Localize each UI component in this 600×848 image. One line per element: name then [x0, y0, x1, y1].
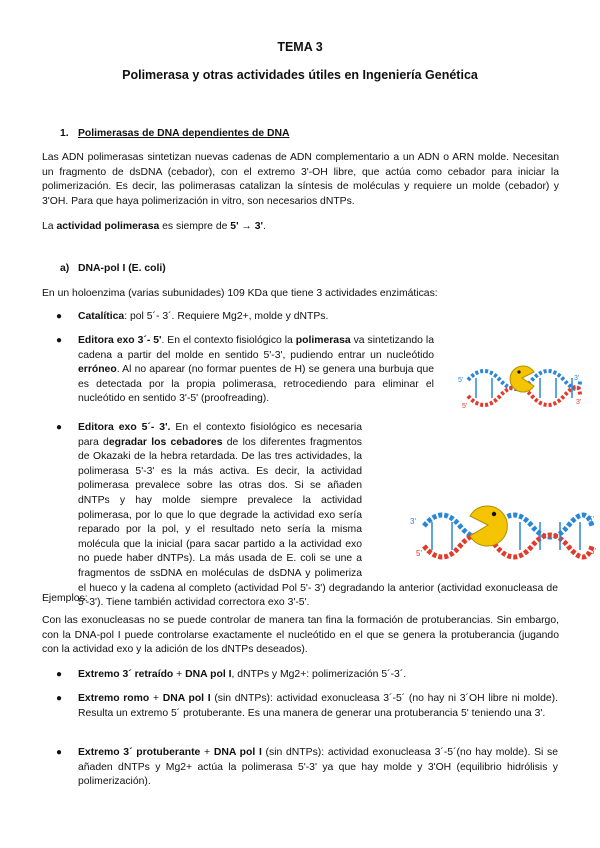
dna-exo-5-3-figure [408, 500, 600, 572]
example-extremo-romo: ● Extremo romo + DNA pol I (sin dNTPs): actividad exonucleasa 3´-5´ (no hay ni 3´OH libre ni molde). Resulta un extremo 5´ protuberante. Es una manera de generar una protuberancia 5' teniendo una 3'. [56, 693, 559, 719]
section-1-heading: Polimerasas de DNA dependientes de DNA [78, 128, 290, 139]
bullet-dot-icon: ● [56, 311, 63, 322]
subsection-a-heading: DNA-pol I (E. coli) [78, 263, 166, 274]
bullet-catalitica: ● Catalítica: pol 5´- 3´. Requiere Mg2+, molde y dNTPs. [78, 310, 558, 325]
dna-proofreading-figure [456, 360, 584, 418]
bullet-dot-icon: ● [56, 747, 63, 758]
fig1-label: 3' [576, 399, 582, 406]
activity-line: La actividad polimerasa es siempre de 5' → 3'. [42, 221, 266, 232]
exonuclease-paragraph: Con las exonucleasas no se puede controlar de manera tan fina la formación de protuberancias. Sin embargo, con la DNA-pol I puede controlarse exactamente el nucleótido en el que se genera la protuberancia (jugando con la actividad exo y la adición de los dNTPs deseados). [42, 615, 559, 656]
dna-helix-icon [424, 515, 592, 557]
bullet-dot-icon: ● [56, 693, 63, 704]
examples-label: Ejemplos: [42, 593, 88, 604]
intro-paragraph: Las ADN polimerasas sintetizan nuevas cadenas de ADN complementario a un ADN o ARN molde. Necesitan un fragmento de dsDNA (cebador), con el extremo 3'-OH libre, que actúa como cebador para iniciar la polimerización. Es decir, las polimerasas catalizan la síntesis de moléculas y requiere un molde (cebador) y 3'OH. Para que haya polimerización in vitro, son necesarios dNTPs. [42, 152, 559, 207]
fig1-label: 5' [458, 377, 464, 384]
bullet-dot-icon: ● [56, 335, 63, 346]
fig1-label: 3' [574, 375, 580, 382]
fig2-label: 3' [590, 547, 596, 556]
polymerase-pacman-icon [470, 506, 507, 546]
fig2-label: 5' [588, 515, 594, 524]
fig1-label: 5' [462, 403, 468, 410]
example-extremo-3-protuberante: ● Extremo 3´ protuberante + DNA pol I (sin dNTPs): actividad exonucleasa 3´-5´(no hay molde). Si se añaden dNTPs y Mg2+ actúa la polimerasa 5'-3' ya que hay molde y 3'OH (equilibrio hidrólisis y polimerización). [56, 747, 559, 788]
bullet-editora-exo-3-5: ● Editora exo 3´- 5'. En el contexto fisiológico la polimerasa va sintetizando la cadena a partir del molde en sentido 5'-3', pudiendo entrar un nucleótido erróneo. Al no aparear (no formar puentes de H) se genera una burbuja que es detectada por la propia polimerasa, retrocediendo para eliminar el nucleótido en sentido 3'-5' (proofreading). [56, 335, 434, 405]
bullet-editora-exo-5-3-text: ● Editora exo 5´- 3'. En el contexto fisiológico es necesaria para degradar los cebadores de los diferentes fragmentos de Okazaki de la hebra retardada. De las tres actividades, la polimerasa 5'-3' es la más activa. Es decir, la actividad polimerasa prevalece sobre las otras dos. Si se añaden dNTPs y hay molde siempre prevalece la actividad polimerasa, por lo que lo que degrade la actividad exo sería reparado por la pol, y el resultado neto sería la misma molécula que la inicial (para sacar partido a la actividad exo no puede haber dNTPs). La más usada de E. coli se une a fragmentos de ssDNA en moléculas de dsDNA y polimeriza el hueco y la cadena al completo (actividad Pol 5'- 3') degradando la anterior (actividad exonucleasa de 5'-3'). Tiene también actividad correctora exo 3'-5'. [56, 422, 558, 609]
holoenzyme-paragraph: En un holoenzima (varias subunidades) 109 KDa que tiene 3 actividades enzimáticas: [42, 288, 438, 299]
section-1-number: 1. [60, 128, 69, 139]
bullet-dot-icon: ● [56, 669, 63, 680]
fig2-label: 3' [410, 517, 416, 526]
subsection-a-label: a) [60, 263, 70, 274]
bullet-dot-icon: ● [56, 422, 63, 433]
page-title: TEMA 3 [277, 40, 323, 54]
example-extremo-3-retraido: ● Extremo 3´ retraído + DNA pol I, dNTPs y Mg2+: polimerización 5´-3´. [78, 668, 558, 683]
page-subtitle: Polimerasa y otras actividades útiles en Ingeniería Genética [122, 68, 478, 82]
fig2-label: 5' [416, 549, 422, 558]
